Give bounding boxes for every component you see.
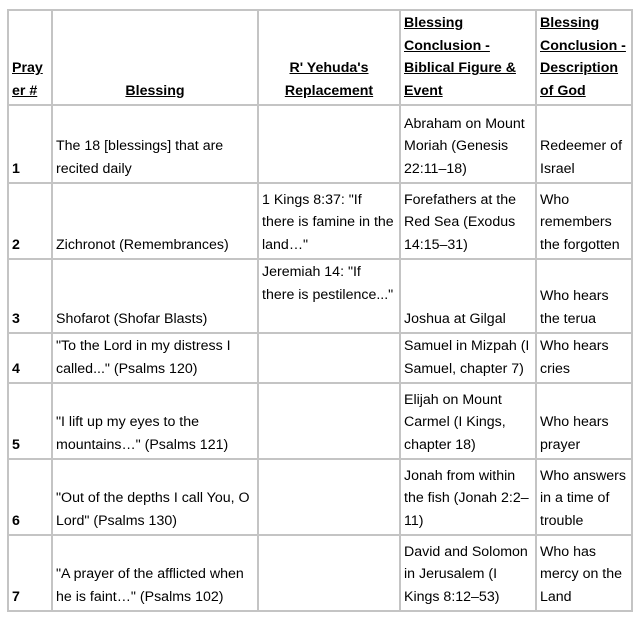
blessing-cell: The 18 [blessings] that are recited daily <box>52 105 258 183</box>
header-replacement: R' Yehuda's Replacement <box>258 10 400 105</box>
table-row <box>8 535 632 611</box>
replacement-cell <box>258 535 400 611</box>
figure-cell: Joshua at Gilgal <box>400 259 536 333</box>
table-row <box>8 105 632 183</box>
prayer-number: 3 <box>8 259 52 333</box>
replacement-cell: Jeremiah 14: "If there is pestilence..." <box>258 259 400 333</box>
table-row <box>8 183 632 259</box>
table-row <box>8 259 632 333</box>
prayer-number: 4 <box>8 333 52 383</box>
replacement-cell <box>258 383 400 459</box>
description-cell: Who hears cries <box>536 333 632 383</box>
blessing-cell: "I lift up my eyes to the mountains…" (Psalms 121) <box>52 383 258 459</box>
figure-cell: David and Solomon in Jerusalem (I Kings 8:12–53) <box>400 535 536 611</box>
figure-cell: Elijah on Mount Carmel (I Kings, chapter 18) <box>400 383 536 459</box>
blessing-cell: Shofarot (Shofar Blasts) <box>52 259 258 333</box>
header-row <box>8 10 632 105</box>
figure-cell: Abraham on Mount Moriah (Genesis 22:11–18) <box>400 105 536 183</box>
prayer-number: 1 <box>8 105 52 183</box>
replacement-cell <box>258 459 400 535</box>
replacement-cell <box>258 333 400 383</box>
prayer-number: 2 <box>8 183 52 259</box>
description-cell: Who hears prayer <box>536 383 632 459</box>
description-cell: Who remembers the forgotten <box>536 183 632 259</box>
figure-cell: Jonah from within the fish (Jonah 2:2–11) <box>400 459 536 535</box>
figure-cell: Forefathers at the Red Sea (Exodus 14:15–31) <box>400 183 536 259</box>
description-cell: Who answers in a time of trouble <box>536 459 632 535</box>
blessing-cell: "To the Lord in my distress I called..." (Psalms 120) <box>52 333 258 383</box>
header-biblical-figure-event: Blessing Conclusion - Biblical Figure & Event <box>400 10 536 105</box>
header-blessing: Blessing <box>52 10 258 105</box>
description-cell: Who has mercy on the Land <box>536 535 632 611</box>
figure-cell: Samuel in Mizpah (I Samuel, chapter 7) <box>400 333 536 383</box>
table-row <box>8 459 632 535</box>
replacement-cell <box>258 105 400 183</box>
header-description-of-god: Blessing Conclusion - Description of God <box>536 10 632 105</box>
table-row <box>8 383 632 459</box>
blessing-cell: "Out of the depths I call You, O Lord" (Psalms 130) <box>52 459 258 535</box>
prayer-number: 7 <box>8 535 52 611</box>
blessing-cell: Zichronot (Remembrances) <box>52 183 258 259</box>
table-row <box>8 333 632 383</box>
header-prayer-number: Prayer # <box>8 10 52 105</box>
description-cell: Redeemer of Israel <box>536 105 632 183</box>
blessing-cell: "A prayer of the afflicted when he is faint…" (Psalms 102) <box>52 535 258 611</box>
blessings-table <box>7 9 633 612</box>
replacement-cell: 1 Kings 8:37: "If there is famine in the land…" <box>258 183 400 259</box>
prayer-number: 5 <box>8 383 52 459</box>
prayer-number: 6 <box>8 459 52 535</box>
description-cell: Who hears the terua <box>536 259 632 333</box>
